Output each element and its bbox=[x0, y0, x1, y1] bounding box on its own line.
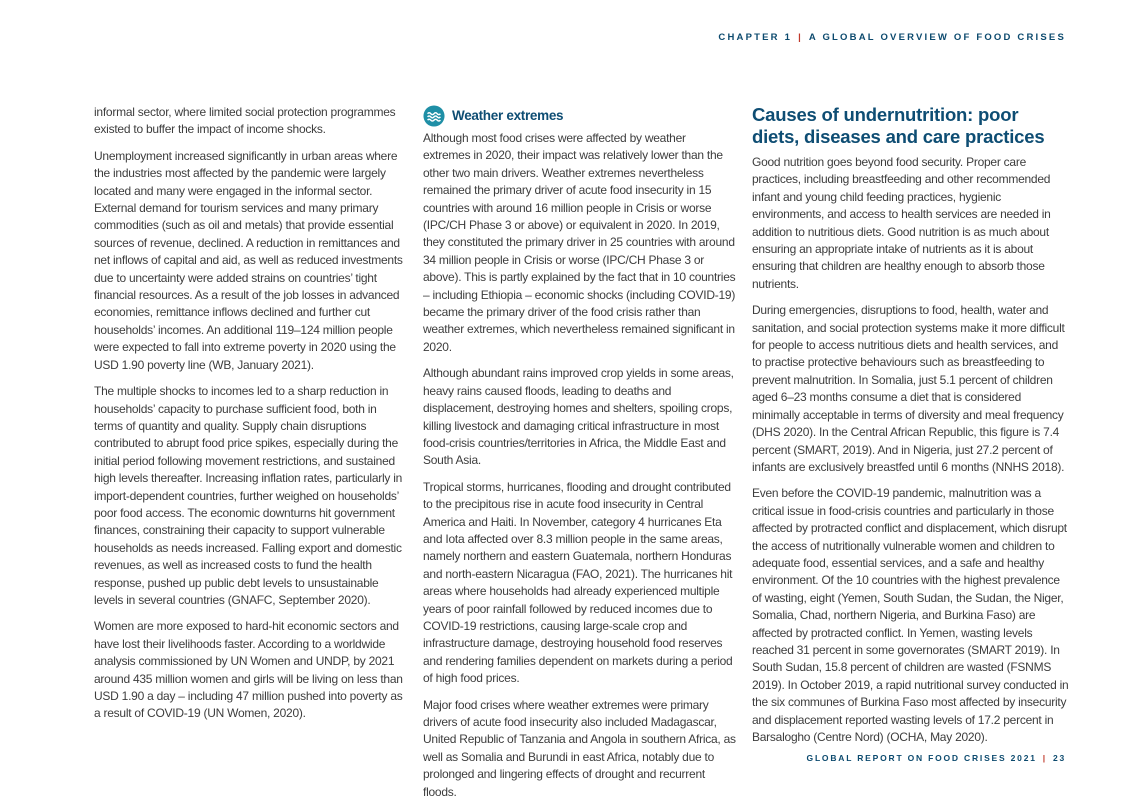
column-right bbox=[752, 104, 1070, 755]
column-left bbox=[94, 104, 406, 732]
column-middle bbox=[423, 104, 736, 810]
running-header bbox=[718, 32, 1066, 43]
body-paragraph: Major food crises where weather extremes were primary drivers of acute food insecurity also included Madagascar, United Republic of Tanzania and Angola in southern Africa, as well as Somalia and Burundi in east Africa, notably due to prolonged and lingering effects of drought and recurrent floods. bbox=[423, 697, 736, 799]
page-number: 23 bbox=[1052, 753, 1066, 763]
weather-extremes-title: Weather extremes bbox=[452, 108, 564, 124]
body-paragraph: Good nutrition goes beyond food security. Proper care practices, including breastfeeding and other recommended infant and young child feeding practices, hygienic environments, and access to health services are needed in addition to nutritious diets. Good nutrition is as much about ensuring an appropriate intake of nutrients as it is about ensuring that children are healthy enough to absorb those nutrients. bbox=[752, 155, 1051, 291]
body-paragraph: Even before the COVID-19 pandemic, malnutrition was a critical issue in food-crisis countries and particularly in those affected by protracted conflict and displacement, which disrupt the access of nutritionally vulnerable women and children to adequate food, essential services, and a safe and healthy environment. Of the 10 countries with the highest prevalence of wasting, eight (Yemen, South Sudan, the Sudan, the Niger, Somalia, Chad, northern Nigeria, and Burkina Faso) are affected by protracted conflict. In Yemen, wasting levels reached 31 percent in some governorates (SMART 2019). In South Sudan, 15.8 percent of children are wasted (FSNMS 2019). In October 2019, a rapid nutritional survey conducted in the six communes of Burkina Faso most affected by insecurity and displacement reported wasting levels of 17.2 percent in Barsalogho (Centre Nord) (OCHA, May 2020). bbox=[752, 486, 1069, 744]
body-paragraph: Although most food crises were affected by weather extremes in 2020, their impact was relatively lower than the other two main drivers. Weather extremes nevertheless remained the primary driver of acute food insecurity in 15 countries with around 16 million people in Crisis or worse (IPC/CH Phase 3 or above) or equivalent in 2020. In 2019, they constituted the primary driver in 25 countries with around 34 million people in Crisis or worse (IPC/CH Phase 3 or above). This is partly explained by the fact that in 10 countries – including Ethiopia – economic shocks (including COVID-19) became the primary driver of the food crisis rather than weather extremes, which nevertheless remained significant in 2020. bbox=[423, 131, 736, 354]
report-title: GLOBAL REPORT ON FOOD CRISES 2021 bbox=[806, 753, 1037, 763]
body-paragraph: The multiple shocks to incomes led to a sharp reduction in households’ capacity to purchase sufficient food, both in terms of quantity and quality. Supply chain disruptions contributed to abrupt food price spikes, especially during the initial period following movement restrictions, and sustained high levels thereafter. Increasing inflation rates, particularly in import-dependent countries, further weighed on households’ poor food access. The economic downturns hit government finances, constraining their capacity to support vulnerable households as needs increased. Falling export and domestic revenues, as well as increased costs to fund the health response, pushed up public debt levels to unsustainable levels in several countries (GNAFC, September 2020). bbox=[94, 384, 403, 607]
body-paragraph: Women are more exposed to hard-hit economic sectors and have lost their livelihoods faster. According to a worldwide analysis commissioned by UN Women and UNDP, by 2021 around 435 million women and girls will be living on less than USD 1.90 a day – including 47 million pushed into poverty as a result of COVID-19 (UN Women, 2020). bbox=[94, 619, 403, 721]
footer-separator: | bbox=[1042, 753, 1047, 763]
weather-extremes-heading bbox=[423, 104, 736, 128]
section-label: A GLOBAL OVERVIEW OF FOOD CRISES bbox=[808, 32, 1066, 43]
running-footer bbox=[807, 753, 1066, 763]
body-paragraph: During emergencies, disruptions to food, health, water and sanitation, and social protection systems make it more difficult for people to access nutritious diets and health services, and to practise protective behaviours such as breastfeeding to prevent malnutrition. In Somalia, just 5.1 percent of children aged 6–23 months consume a diet that is considered minimally acceptable in terms of diversity and meal frequency (DHS 2020). In the Central African Republic, this figure is 7.4 percent (SMART, 2019). And in Nigeria, just 27.2 percent of infants are exclusively breastfed until 6 months (NNHS 2018). bbox=[752, 303, 1065, 474]
body-paragraph: Tropical storms, hurricanes, flooding and drought contributed to the precipitous rise in acute food insecurity in Central America and Haiti. In November, category 4 hurricanes Eta and Iota affected over 8.3 million people in the same areas, namely northern and eastern Guatemala, northern Honduras and north-eastern Nicaragua (FAO, 2021). The hurricanes hit areas where households had already experienced multiple years of poor rainfall followed by reduced incomes due to COVID-19 restrictions, causing large-scale crop and infrastructure damage, destroying household food reserves and rendering families dependent on markets during a period of high food prices. bbox=[423, 479, 733, 686]
water-wave-icon bbox=[423, 105, 445, 127]
body-paragraph: informal sector, where limited social protection programmes existed to buffer the impact of income shocks. bbox=[94, 105, 396, 137]
body-paragraph: Although abundant rains improved crop yields in some areas, heavy rains caused floods, leading to deaths and displacement, destroying homes and shelters, spoiling crops, killing livestock and damaging critical infrastructure in most food-crisis countries/territories in Africa, the Middle East and South Asia. bbox=[423, 366, 734, 468]
header-separator: | bbox=[798, 32, 803, 43]
body-paragraph: Unemployment increased significantly in urban areas where the industries most affected by the pandemic were largely located and many were engaged in the informal sector. External demand for tourism services and many primary commodities (such as oil and metals) that provide essential sources of revenue, declined. A reduction in remittances and net inflows of capital and aid, as well as reduced investments due to uncertainty were added strains on countries’ tight financial resources. As a result of the job losses in advanced economies, remittance inflows declined and further cut households’ incomes. An additional 119–124 million people were expected to fall into extreme poverty in 2020 using the USD 1.90 poverty line (WB, January 2021). bbox=[94, 148, 403, 372]
undernutrition-section-title: Causes of undernutrition: poor diets, diseases and care practices bbox=[752, 104, 1045, 147]
chapter-label: CHAPTER 1 bbox=[718, 32, 793, 43]
